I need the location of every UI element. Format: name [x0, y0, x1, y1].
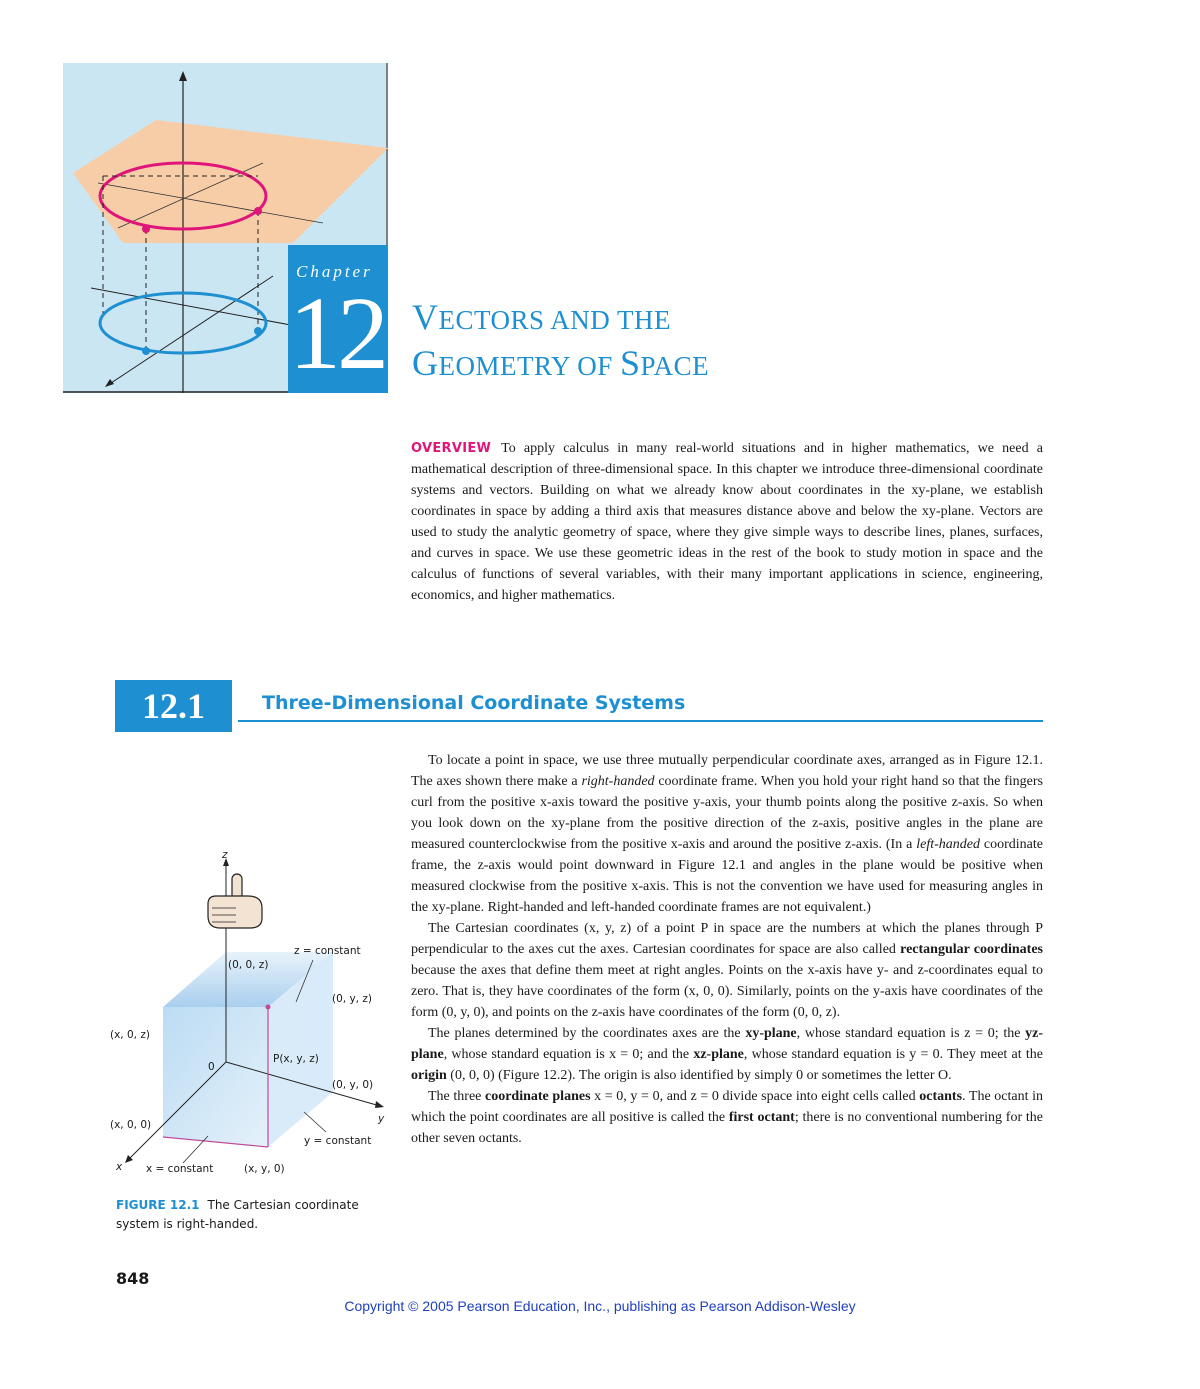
z-constant-label: z = constant: [294, 945, 361, 957]
figure-caption-text: The Cartesian coordinate system is right-handed.: [116, 1198, 359, 1231]
figure-caption: [116, 1196, 386, 1234]
paragraph-1: To locate a point in space, we use three mutually perpendicular coordinate axes, arranged as in Figure 12.1. The axes shown there make a right-handed coordinate frame. When you hold your right hand so that the fingers curl from the positive x-axis toward the positive y-axis, your thumb points along the positive z-axis. So when you look down on the xy-plane from the positive direction of the z-axis, positive angles in the plane are measured counterclockwise from the positive x-axis and around the positive z-axis. (In a left-handed coordinate frame, the z-axis would point downward in Figure 12.1 and angles in the plane would be positive when measured clockwise from the positive x-axis. This is not the convention we have used for measuring angles in the xy-plane. Right-handed and left-handed coordinate frames are not equivalent.): [411, 753, 1044, 915]
chapter-title-line-1: VECTORS AND THE: [412, 297, 672, 337]
overview-text: To apply calculus in many real-world situations and in higher mathematics, we need a mathematical description of three-dimensional space. In this chapter we introduce three-dimensional coordinate systems and vectors. Building on what we already know about coordinates in the xy-plane, we establish coordinates in space by adding a third axis that measures distance above and below the xy-plane. Vectors are used to study the analytic geometry of space, where they give simple ways to describe lines, planes, surfaces, and curves in space. We use these geometric ideas in the rest of the book to study motion in space and the calculus of functions of several variables, with their many important applications in science, engineering, economics, and higher mathematics.: [411, 441, 1043, 603]
chapter-word: Chapter: [296, 262, 373, 281]
y-constant-label: y = constant: [304, 1135, 372, 1147]
point-00z-label: (0, 0, z): [228, 959, 269, 971]
overview-paragraph: [411, 438, 1043, 606]
x-constant-label: x = constant: [146, 1163, 214, 1175]
paragraph-3: The planes determined by the coordinates axes are the xy-plane, whose standard equation is z = 0; the yz-plane, whose standard equation is x = 0; and the xz-plane, whose standard equation is y = 0. They meet at the origin (0, 0, 0) (Figure 12.2). The origin is also identified by simply 0 or sometimes the letter O.: [411, 1026, 1043, 1083]
body-text: [411, 750, 1043, 1149]
x-axis-label: x: [116, 1161, 123, 1173]
right-hand-icon: [208, 874, 262, 928]
origin-label: 0: [208, 1061, 215, 1073]
chapter-title-line-2: GEOMETRY OF SPACE: [412, 343, 710, 383]
point-x0z-label: (x, 0, z): [110, 1029, 150, 1041]
section-rule: [238, 720, 1043, 722]
page-number: 848: [116, 1269, 150, 1288]
figure-caption-label: FIGURE 12.1: [116, 1198, 200, 1212]
section-number: 12.1: [142, 686, 205, 726]
point-0yz-label: (0, y, z): [332, 993, 372, 1005]
figure-12-1: [108, 842, 398, 1177]
point-x00-label: (x, 0, 0): [110, 1119, 152, 1131]
cube-front-face: [163, 1007, 268, 1147]
y-axis-label: y: [378, 1113, 385, 1125]
paragraph-2: The Cartesian coordinates (x, y, z) of a point P in space are the numbers at which the planes through P perpendicular to the axes cut the axes. Cartesian coordinates for space are also called rectangular coordinates because the axes that define them meet at right angles. Points on the x-axis have y- and z-coordinates equal to zero. That is, they have coordinates of the form (x, 0, 0). Similarly, points on the y-axis have coordinates of the form (0, y, 0), and points on the z-axis have coordinates of the form (0, 0, z).: [411, 921, 1043, 1020]
copyright-notice: Copyright © 2005 Pearson Education, Inc., publishing as Pearson Addison-Wesley: [344, 1298, 856, 1314]
point-0y0-label: (0, y, 0): [332, 1079, 374, 1091]
point-p: [266, 1005, 271, 1010]
point-p-label: P(x, y, z): [273, 1053, 319, 1065]
point-xy0-label: (x, y, 0): [244, 1163, 285, 1175]
z-axis-label: z: [222, 849, 228, 861]
overview-label: OVERVIEW: [411, 441, 492, 456]
section-title: Three-Dimensional Coordinate Systems: [262, 692, 686, 714]
chapter-number: 12: [289, 276, 385, 391]
paragraph-4: The three coordinate planes x = 0, y = 0, and z = 0 divide space into eight cells called octants. The octant in which the point coordinates are all positive is called the first octant; there is no conventional numbering for the other seven octants.: [411, 1089, 1044, 1146]
